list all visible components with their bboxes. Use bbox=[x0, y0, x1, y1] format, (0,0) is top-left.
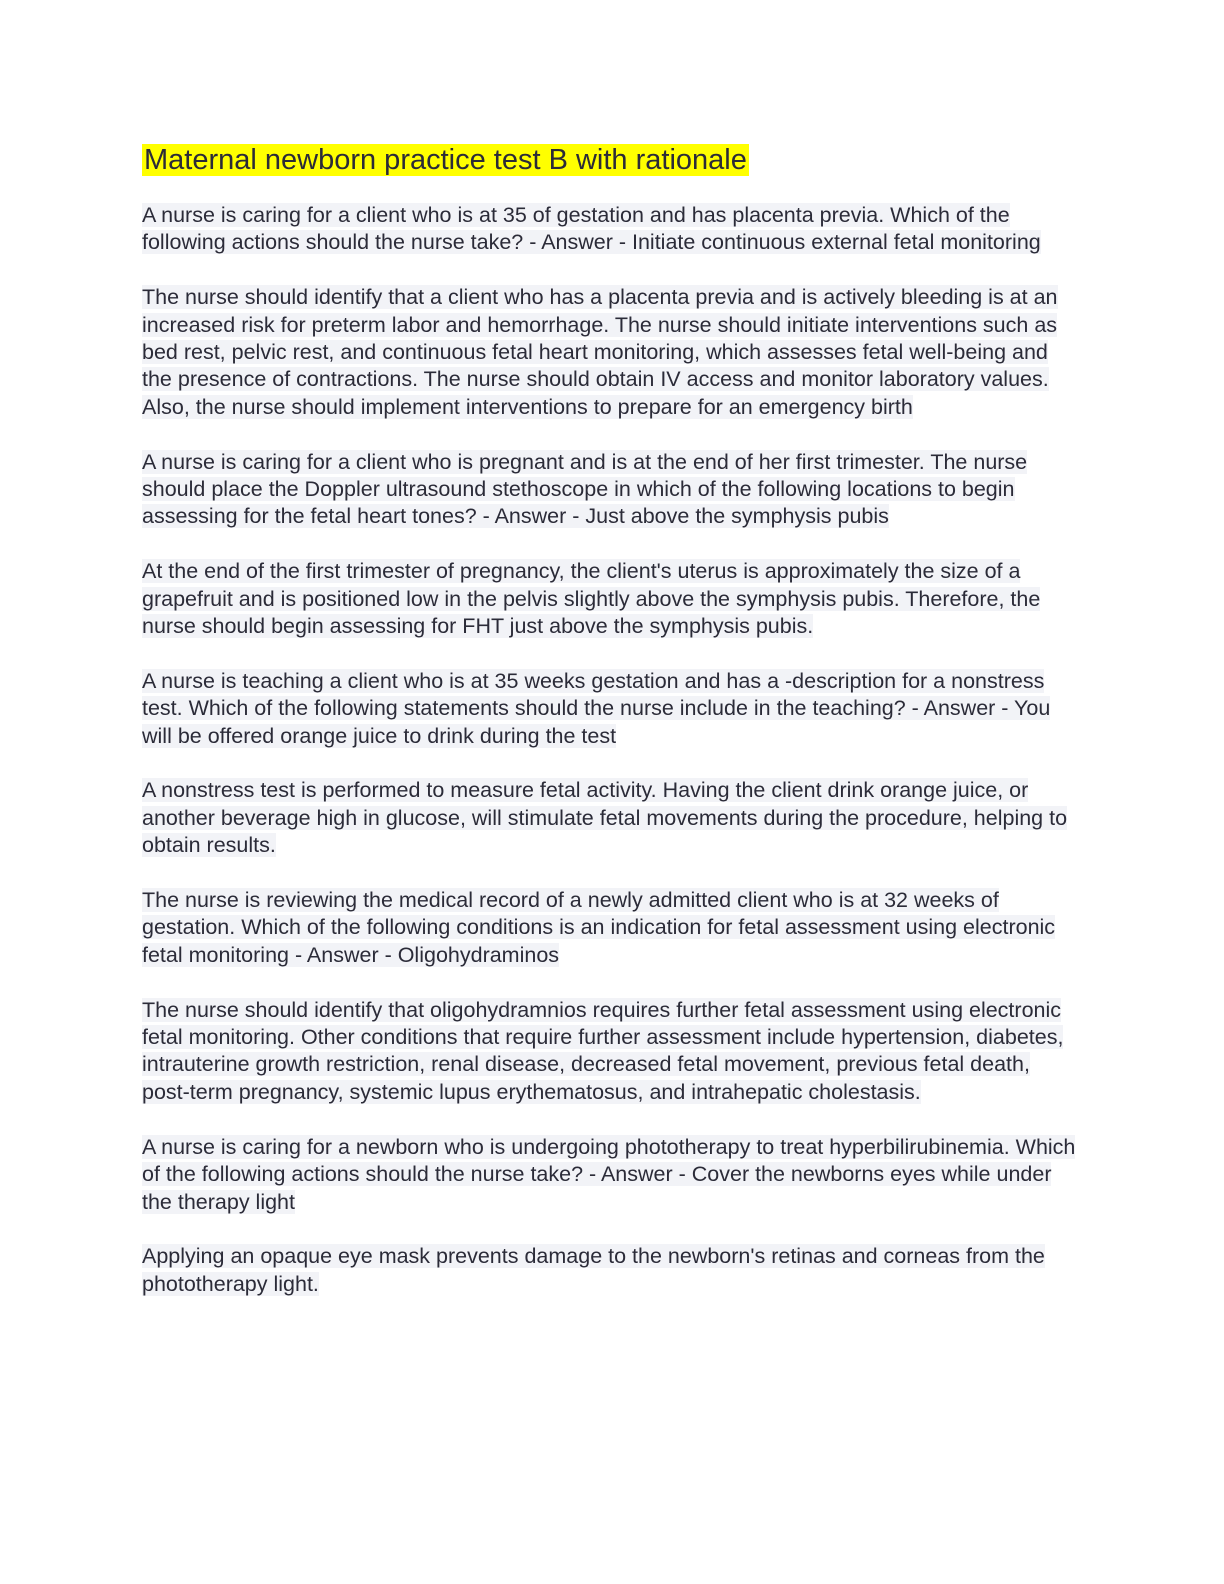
paragraph-text: A nonstress test is performed to measure fetal activity. Having the client drink orange juice, or another beverage high in glucose, will stimulate fetal movements during the procedure, helping to obtain results. bbox=[142, 778, 1068, 858]
rationale-paragraph bbox=[142, 997, 1082, 1107]
rationale-paragraph bbox=[142, 284, 1082, 421]
paragraph-text: The nurse is reviewing the medical record of a newly admitted client who is at 32 weeks of gestation. Which of the following conditions is an indication for fetal assessment using electronic fetal monitoring - Answer - Oligohydraminos bbox=[142, 888, 1056, 967]
paragraph-text: A nurse is caring for a newborn who is undergoing phototherapy to treat hyperbilirubinemia. Which of the following actions should the nurse take? - Answer - Cover the newborns eyes while under the therapy light bbox=[142, 1134, 1076, 1214]
rationale-paragraph bbox=[142, 1243, 1082, 1298]
paragraph-text: The nurse should identify that oligohydramnios requires further fetal assessment using electronic fetal monitoring. Other conditions that require further assessment include hypertension, diabetes, intrauterine growth restriction, renal disease, decreased fetal movement, previous fetal death, post-term pregnancy, systemic lupus erythematosus, and intrahepatic cholestasis. bbox=[142, 997, 1064, 1104]
paragraph-text: Applying an opaque eye mask prevents damage to the newborn's retinas and corneas from the phototherapy light. bbox=[142, 1244, 1045, 1296]
document-page bbox=[142, 140, 1082, 1326]
title-container bbox=[142, 140, 1082, 180]
document-title: Maternal newborn practice test B with rationale bbox=[144, 144, 747, 176]
question-paragraph bbox=[142, 668, 1082, 750]
paragraph-text: The nurse should identify that a client who has a placenta previa and is actively bleeding is at an increased risk for preterm labor and hemorrhage. The nurse should initiate interventions such as bed rest, pelvic rest, and continuous fetal heart monitoring, which assesses fetal well-being and the presence of contractions. The nurse should obtain IV access and monitor laboratory values. Also, the nurse should implement interventions to prepare for an emergency birth bbox=[142, 285, 1058, 419]
question-paragraph bbox=[142, 202, 1082, 257]
paragraph-text: At the end of the first trimester of pregnancy, the client's uterus is approximately the size of a grapefruit and is positioned low in the pelvis slightly above the symphysis pubis. Therefore, the nurse should begin assessing for FHT just above the symphysis pubis. bbox=[142, 559, 1041, 639]
question-paragraph bbox=[142, 449, 1082, 531]
paragraph-text: A nurse is caring for a client who is pregnant and is at the end of her first trimester. The nurse should place the Doppler ultrasound stethoscope in which of the following locations to begin assessing for the fetal heart tones? - Answer - Just above the symphysis pubis bbox=[142, 449, 1028, 529]
paragraph-text: A nurse is caring for a client who is at 35 of gestation and has placenta previa. Which of the following actions should the nurse take? - Answer - Initiate continuous external fetal monitoring bbox=[142, 203, 1041, 255]
question-paragraph bbox=[142, 1134, 1082, 1216]
paragraph-text: A nurse is teaching a client who is at 35 weeks gestation and has a -description for a nonstress test. Which of the following statements should the nurse include in the teaching? - Answer - You will be offered orange juice to drink during the test bbox=[142, 668, 1051, 748]
rationale-paragraph bbox=[142, 777, 1082, 859]
rationale-paragraph bbox=[142, 558, 1082, 640]
question-paragraph bbox=[142, 887, 1082, 969]
